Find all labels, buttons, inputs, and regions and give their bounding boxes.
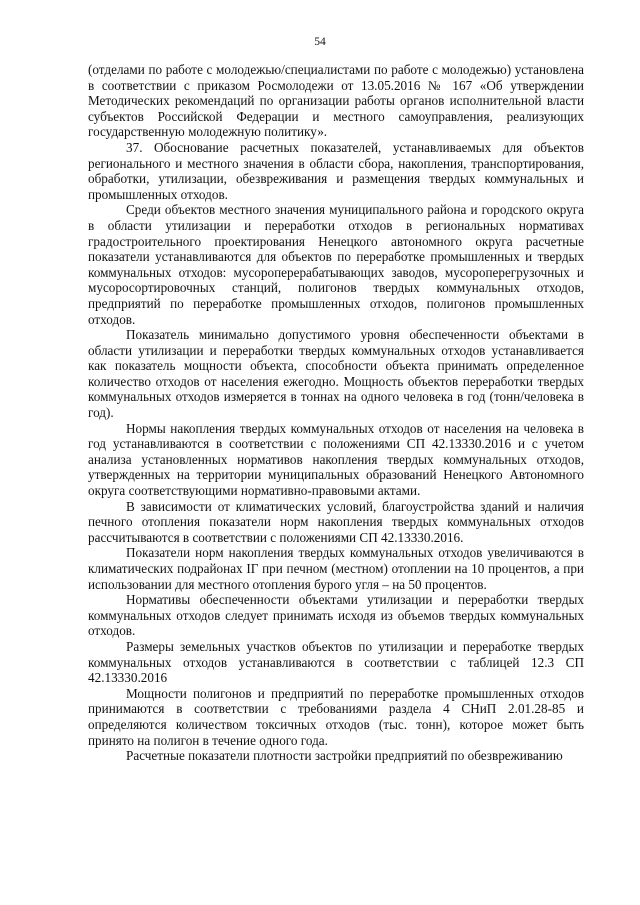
- paragraph-section-37: 37. Обоснование расчетных показателей, устанавливаемых для объектов регионального и местного значения в области сбора, накопления, транспортирования, обработки, утилизации, обезвреживания и размещения твердых коммунальных и промышленных отходов.: [88, 139, 584, 202]
- paragraph-landfill-capacity: Мощности полигонов и предприятий по переработке промышленных отходов принимаются в соответствии с требованиями раздела 4 СНиП 2.01.28-85 и определяются количеством токсичных отходов (тыс. тонн), которое может быть принято на полигон в течение одного года.: [88, 685, 584, 748]
- paragraph-min-level-indicator: Показатель минимально допустимого уровня обеспеченности объектами в области утилизации и переработки твердых коммунальных отходов устанавливается как показатель мощности объекта, способности объекта принимать определенное количество отходов от населения ежегодно. Мощность объектов переработки твердых коммунальных отходов измеряется в тоннах на одного человека в год (тонн/человека в год).: [88, 327, 584, 421]
- paragraph-norm-increase: Показатели норм накопления твердых коммунальных отходов увеличиваются в климатических подрайонах IГ при печном (местном) отоплении на 10 процентов, а при использовании для местного отопления бурого угля – на 50 процентов.: [88, 545, 584, 592]
- document-body: [88, 62, 584, 764]
- paragraph-climate-dependence: В зависимости от климатических условий, благоустройства зданий и наличия печного отопления показатели норм накопления твердых коммунальных отходов рассчитываются в соответствии с положениями СП 42.13330.2016.: [88, 498, 584, 545]
- paragraph-land-plot-sizes: Размеры земельных участков объектов по утилизации и переработке твердых коммунальных отходов устанавливаются в соответствии с таблицей 12.3 СП 42.13330.2016: [88, 638, 584, 686]
- paragraph-continuation: (отделами по работе с молодежью/специалистами по работе с молодежью) установлена в соответствии с приказом Росмолодежи от 13.05.2016 № 167 «Об утверждении Методических рекомендаций по организации работы органов исполнительной власти субъектов Российской Федерации и местного самоуправления, реализующих государственную молодежную политику».: [88, 62, 584, 140]
- paragraph-density-indicators: Расчетные показатели плотности застройки предприятий по обезвреживанию: [126, 748, 563, 764]
- page-number: 54: [314, 36, 326, 48]
- paragraph-local-objects: Среди объектов местного значения муниципального района и городского округа в области утилизации и переработки отходов в региональных нормативах градостроительного проектирования Ненецкого автономного округа расчетные показатели устанавливаются для объектов по переработке промышленных и твердых коммунальных отходов: мусороперерабатывающих заводов, мусороперегрузочных и мусоросортировочных станций, полигонов твердых коммунальных отходов, предприятий по переработке промышленных отходов, полигонов промышленных отходов.: [88, 202, 584, 327]
- paragraph-provision-norms: Нормативы обеспеченности объектами утилизации и переработки твердых коммунальных отходов следует принимать исходя из объемов твердых коммунальных отходов.: [88, 592, 584, 639]
- paragraph-accumulation-norms: Нормы накопления твердых коммунальных отходов от населения на человека в год устанавливаются в соответствии с положениями СП 42.13330.2016 и с учетом анализа установленных нормативов накопления твердых коммунальных отходов, утвержденных на территории муниципальных образований Ненецкого Автономного округа соответствующими нормативно-правовыми актами.: [88, 420, 584, 499]
